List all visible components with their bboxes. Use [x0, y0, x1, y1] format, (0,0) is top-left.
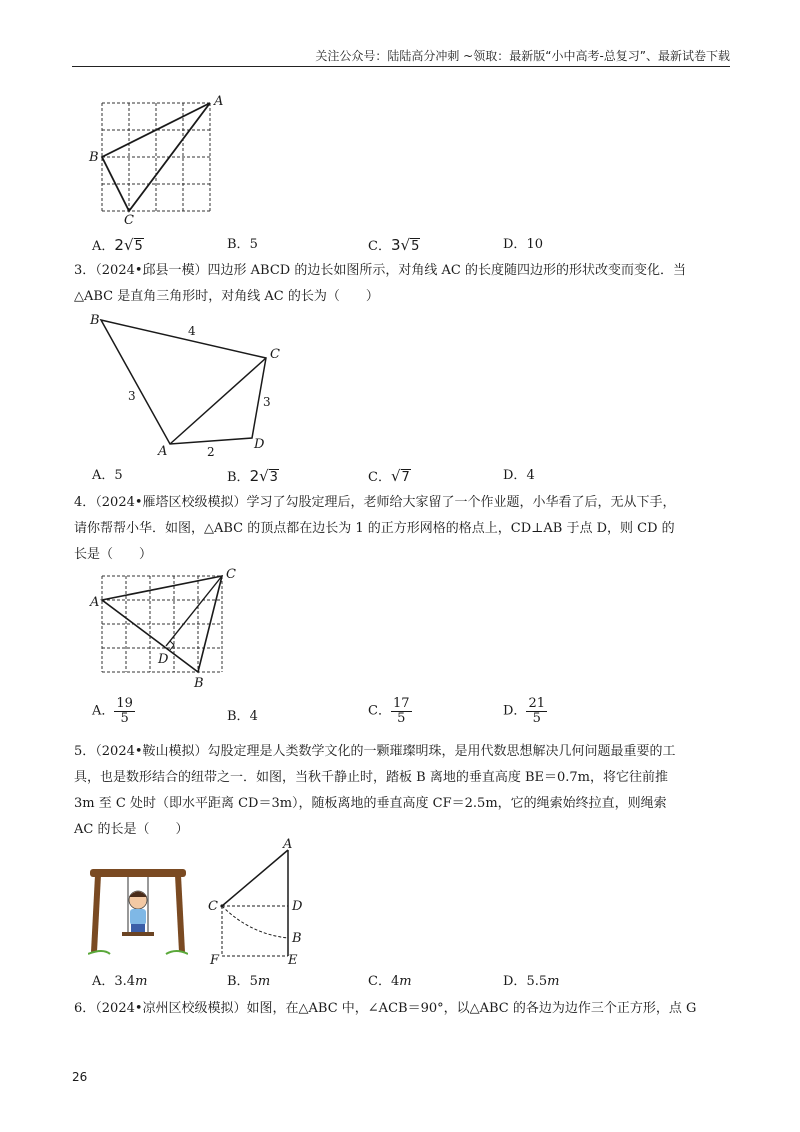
- q3-option-a[interactable]: [92, 467, 123, 485]
- q3-label-a: A: [158, 444, 168, 459]
- q4-label-d: D: [158, 652, 169, 667]
- q5-text-line-3: 3m 至 C 处时（即水平距离 CD＝3m），随板离地的垂直高度 CF＝2.5m，它的绳索始终拉直，则绳索: [74, 796, 667, 811]
- q5-option-c-label: C．: [368, 974, 391, 989]
- q4-option-d-label: D．: [503, 703, 527, 719]
- q5-label-a: A: [283, 838, 293, 852]
- q5-option-a-label: A．: [92, 974, 115, 989]
- swing-seat: [122, 932, 154, 936]
- q4-option-c-label: C．: [368, 703, 391, 719]
- q3-option-c[interactable]: [368, 467, 411, 487]
- q3-quadrilateral-figure: [86, 310, 296, 460]
- q5-option-d-unit: m: [547, 974, 560, 989]
- q5-option-d[interactable]: [503, 973, 559, 991]
- q4-grid-figure: [86, 566, 246, 692]
- q5-rope-ac: [222, 850, 288, 906]
- q2-option-d[interactable]: [503, 236, 543, 254]
- q4-option-d-value: $\frac{21}{5}$: [528, 696, 545, 726]
- header-rule: [72, 66, 730, 67]
- q2-label-c: C: [124, 213, 134, 225]
- q2-option-c-label: C．: [368, 239, 391, 254]
- q2-option-b-value: 5: [249, 237, 258, 252]
- q5-option-b-unit: m: [257, 974, 271, 989]
- q4-label-c: C: [226, 567, 236, 582]
- swing-illustration: [88, 866, 188, 956]
- q4-label-b: B: [194, 676, 204, 691]
- q2-option-d-label: D．: [503, 237, 527, 252]
- q3-length-ab: 3: [128, 389, 136, 403]
- q5-label-d: D: [292, 899, 303, 914]
- q3-option-d-value: 4: [526, 468, 535, 483]
- q2-grid: [102, 103, 210, 211]
- q2-option-a-value: 2√5: [114, 236, 143, 254]
- q3-diagonal-ac: [170, 358, 266, 444]
- q3-label-c: C: [270, 347, 280, 362]
- q5-option-a-unit: m: [135, 974, 148, 989]
- q5-text-line-1: 5．（2024•鞍山模拟）勾股定理是人类数学文化的一颗璀璨明珠，是用代数思想解决几何问题最重要的工: [74, 744, 676, 759]
- page-header: 关注公众号：陆陆高分冲刺 ~领取：最新版“小中高考-总复习”、最新试卷下载: [315, 49, 730, 63]
- q2-label-a: A: [214, 94, 224, 109]
- q5-text-line-2: 具，也是数形结合的纽带之一．如图，当秋千静止时，踏板 B 离地的垂直高度 BE＝0.7m，将它往前推: [74, 770, 668, 785]
- q6-text-line-1: 6．（2024•凉州区校级模拟）如图，在△ABC 中，∠ACB＝90°，以△ABC 的各边为边作三个正方形，点 G: [74, 1001, 697, 1016]
- q3-option-b[interactable]: [227, 467, 279, 487]
- swing-left-post: [94, 875, 98, 952]
- q3-length-ad: 2: [207, 445, 215, 459]
- q3-length-cd: 3: [263, 395, 271, 409]
- q5-option-d-value: 5.5: [526, 974, 548, 989]
- q2-label-b: B: [89, 150, 99, 165]
- q4-text-line-3: 长是（ ）: [74, 547, 153, 562]
- q2-option-b[interactable]: [227, 236, 258, 254]
- q5-label-f: F: [210, 953, 220, 968]
- q5-geometry-figure: [200, 838, 320, 968]
- q4-option-b-label: B．: [227, 709, 250, 724]
- q4-right-angle-mark: [170, 641, 174, 650]
- q5-swing-arc: [222, 906, 288, 938]
- q5-option-b[interactable]: [227, 973, 270, 991]
- q3-option-a-label: A．: [92, 468, 115, 483]
- q5-option-c-value: 4: [390, 974, 400, 989]
- q5-label-e: E: [288, 953, 298, 968]
- q4-option-a[interactable]: [92, 697, 135, 726]
- q3-length-bc: 4: [188, 324, 196, 338]
- q5-option-c-unit: m: [399, 974, 412, 989]
- q4-option-b-value: 4: [249, 709, 258, 724]
- q3-option-c-label: C．: [368, 470, 391, 485]
- q4-text-line-2: 请你帮帮小华．如图，△ABC 的顶点都在边长为 1 的正方形网格的格点上，CD⊥AB 于点 D，则 CD 的: [74, 521, 675, 536]
- q3-text-line-1: 3．（2024•邱县一模）四边形 ABCD 的边长如图所示，对角线 AC 的长度随四边形的形状改变而变化．当: [74, 263, 686, 278]
- q5-label-b: B: [292, 931, 302, 946]
- q2-grid-figure: [86, 93, 226, 225]
- child-shirt: [130, 909, 146, 925]
- q5-text-line-4: AC 的长是（ ）: [74, 822, 189, 837]
- q2-option-b-label: B．: [227, 237, 250, 252]
- q4-text-line-1: 4．（2024•雁塔区校级模拟）学习了勾股定理后，老师给大家留了一个作业题，小华看了后，无从下手，: [74, 495, 676, 510]
- q3-option-d-label: D．: [503, 468, 527, 483]
- q4-option-c-value: $\frac{17}{5}$: [392, 696, 410, 726]
- q5-option-b-value: 5: [249, 974, 258, 989]
- q3-option-b-value: 2√3: [249, 467, 278, 485]
- q5-option-a[interactable]: [92, 973, 147, 991]
- child-hair: [129, 892, 147, 898]
- q3-option-a-value: 5: [114, 468, 123, 483]
- grass: [88, 951, 188, 954]
- q4-option-a-label: A．: [92, 703, 115, 719]
- q4-option-d[interactable]: [503, 697, 547, 726]
- q3-text-line-2: △ABC 是直角三角形时，对角线 AC 的长为（ ）: [74, 289, 379, 304]
- q4-label-a: A: [90, 595, 100, 610]
- q3-option-c-value: √7: [390, 467, 410, 485]
- q4-option-b[interactable]: [227, 708, 258, 726]
- q5-option-a-value: 3.4: [114, 974, 136, 989]
- q3-option-b-label: B．: [227, 470, 250, 485]
- page-number: 26: [72, 1070, 88, 1084]
- q2-option-a-label: A．: [92, 239, 115, 254]
- q5-label-c: C: [208, 899, 218, 914]
- q2-option-c[interactable]: [368, 236, 420, 256]
- swing-right-post: [178, 875, 182, 952]
- q2-option-d-value: 10: [526, 237, 543, 252]
- q5-option-d-label: D．: [503, 974, 527, 989]
- q3-label-d: D: [254, 437, 265, 452]
- swing-top-beam: [90, 869, 186, 877]
- q3-label-b: B: [90, 313, 100, 328]
- q5-option-b-label: B．: [227, 974, 250, 989]
- q2-option-a[interactable]: [92, 236, 144, 256]
- q3-quadrilateral: [101, 320, 266, 444]
- q2-option-c-value: 3√5: [390, 236, 420, 254]
- q4-option-a-value: $\frac{19}{5}$: [116, 696, 133, 726]
- q3-option-d[interactable]: [503, 467, 535, 485]
- q5-option-c[interactable]: [368, 973, 412, 991]
- q4-option-c[interactable]: [368, 697, 412, 726]
